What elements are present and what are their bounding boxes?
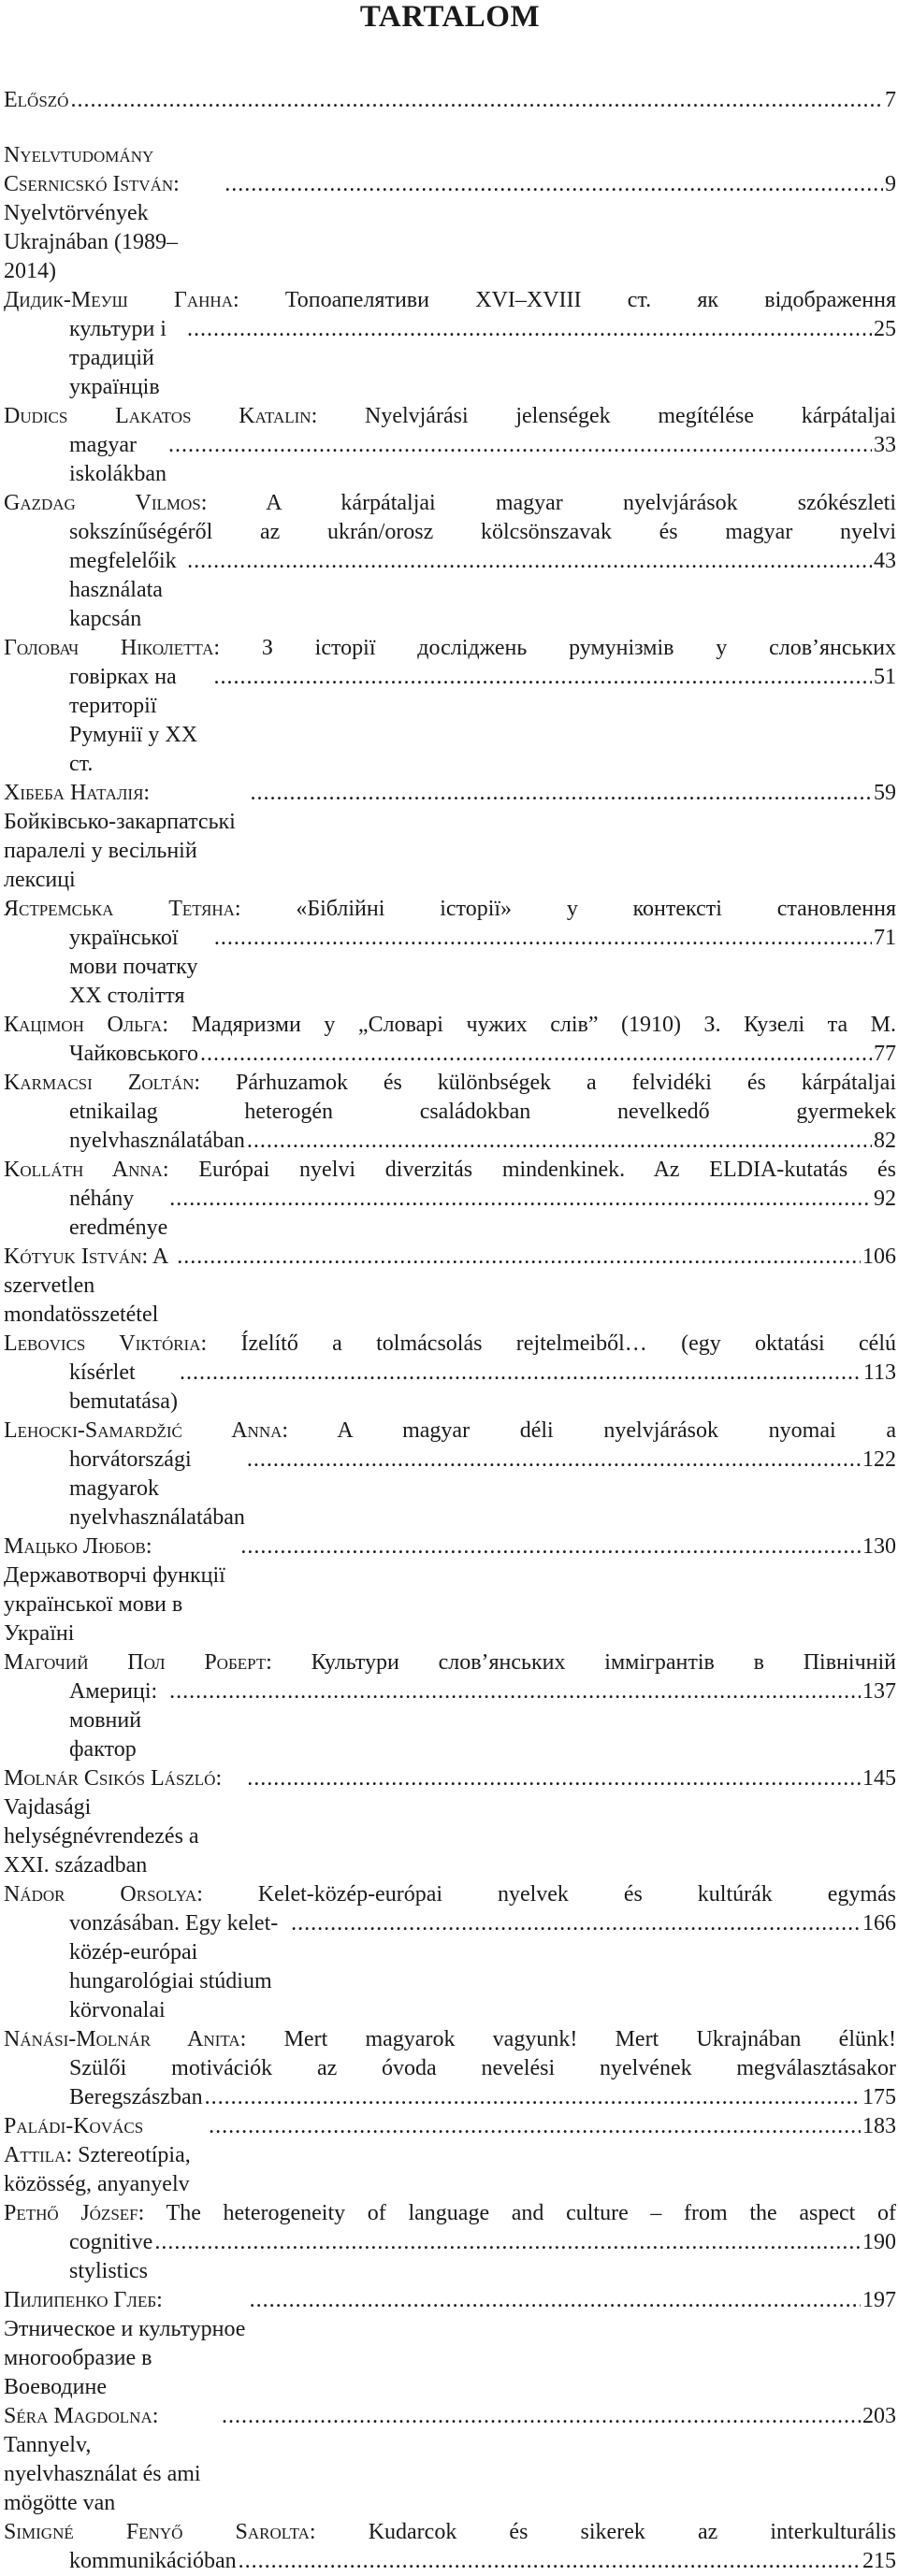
entry-author: Дидик-Меуш Ганна — [4, 288, 233, 312]
toc-entry-line — [4, 1359, 896, 1417]
entry-text — [69, 924, 212, 1011]
toc-entry-line — [4, 924, 896, 1011]
toc-entry-line — [4, 1909, 896, 2025]
dot-leader — [214, 924, 872, 953]
entry-text — [69, 1040, 198, 1069]
entry-text: Molnár Csikós László: Vajdasági helységnévrendezés a XXI. században — [4, 1766, 223, 1878]
toc-entry[interactable] — [4, 895, 896, 1011]
toc-entry-line — [4, 2286, 896, 2402]
dot-leader — [240, 1533, 861, 1561]
entry-text: Дидик-Меуш Ганна: Топоапелятиви XVI–XVIII ст. як відображення — [4, 288, 897, 312]
toc-entry-line — [4, 1330, 896, 1359]
dot-leader — [169, 1185, 872, 1214]
dot-leader — [251, 779, 872, 808]
entry-title: vonzásában. Egy kelet-közép-európai hungarológiai stúdium körvonalai — [69, 1911, 279, 2022]
toc-entry-line — [4, 170, 896, 286]
entry-author: Kótyuk István — [4, 1245, 142, 1269]
entry-text: Кацімон Ольга: Мадяризми у „Словарі чужих слів” (1910) З. Кузелі та М. — [4, 1013, 897, 1037]
entry-title: Nyelvtörvények Ukrajnában (1989–2014) — [4, 201, 178, 283]
toc-entry-line — [4, 1677, 896, 1764]
toc-entry[interactable] — [4, 1533, 896, 1648]
dot-leader — [154, 2228, 861, 2257]
page-number: 59 — [874, 781, 896, 805]
entry-author: Nánási-Molnár Anita — [4, 2027, 240, 2051]
entry-text: Karmacsi Zoltán: Párhuzamok és különbségek a felvidéki és kárpátaljai — [4, 1071, 896, 1095]
entry-title: Этническое и культурное многообразие в Воеводине — [4, 2317, 246, 2399]
entry-text — [69, 1127, 245, 1156]
entry-title: Európai nyelvi diverzitás mindenkinek. Az ELDIA-kutatás és — [198, 1158, 896, 1182]
toc-entry-line — [4, 2228, 896, 2286]
dot-leader — [187, 547, 872, 576]
page-number: 190 — [862, 2230, 896, 2254]
page-number: 145 — [862, 1766, 896, 1791]
toc-entry-line — [4, 1098, 896, 1127]
page-number: 7 — [885, 88, 896, 112]
toc-entry-line — [4, 489, 896, 518]
toc-entry-line — [4, 895, 896, 924]
toc-entry-line — [4, 663, 896, 779]
table-of-contents — [4, 86, 896, 2576]
entry-title: Чайковського — [69, 1042, 199, 1066]
spacer — [4, 34, 896, 86]
dot-leader — [250, 2286, 861, 2315]
entry-title: Ízelítő a tolmácsolás rejtelmeiből… (egy oktatási célú — [240, 1331, 897, 1356]
entry-title: etnikailag heterogén családokban nevelkedő gyermekek — [69, 1100, 896, 1124]
entry-text: Séra Magdolna: Tannyelv, nyelvhasználat és ami mögötte van — [4, 2404, 201, 2515]
entry-title: Kelet-közép-európai nyelvek és kultúrák egymás — [257, 1882, 896, 1907]
entry-author: Lehocki-Samardžić Anna — [4, 1418, 282, 1443]
entry-text: Nánási-Molnár Anita: Mert magyarok vagyunk! Mert Ukrajnában élünk! — [4, 2027, 896, 2051]
toc-foreword[interactable] — [4, 86, 896, 115]
entry-text: Пилипенко Глеб: Этническое и культурное многообразие в Воеводине — [4, 2288, 246, 2399]
entry-title: говірках на території Румунії у ХХ ст. — [69, 665, 198, 776]
entry-title: Tannyelv, nyelvhasználat és ami mögötte van — [4, 2433, 201, 2515]
page-number: 9 — [885, 172, 896, 196]
entry-text — [69, 1185, 167, 1243]
entry-title: Kudarcok és sikerek az interkulturális — [368, 2520, 897, 2544]
dot-leader — [214, 663, 872, 692]
toc-entry[interactable] — [4, 1417, 896, 1533]
toc-entry[interactable] — [4, 2199, 896, 2286]
toc-entry-line — [4, 2054, 896, 2083]
toc-entry-line — [4, 1417, 896, 1446]
entry-text — [69, 663, 212, 779]
dot-leader — [200, 1040, 872, 1069]
page-number: 122 — [862, 1447, 896, 1472]
entry-title: néhány eredménye — [69, 1187, 168, 1240]
entry-text: Dudics Lakatos Katalin: Nyelvjárási jelenségek megítélése kárpátaljai — [4, 404, 896, 428]
toc-entry-line — [4, 1446, 896, 1533]
toc-entries — [4, 170, 896, 2576]
entry-text: Gazdag Vilmos: A kárpátaljai magyar nyelvjárások szókészleti — [4, 491, 897, 515]
entry-title: horvátországi magyarok nyelvhasználatában — [69, 1447, 245, 1530]
toc-entry-line — [4, 1533, 896, 1648]
dot-leader — [169, 1677, 861, 1706]
toc-entry-line — [4, 286, 896, 315]
entry-title: Культури слов’янських іммігрантів в Північній — [311, 1650, 896, 1675]
entry-title: The heterogeneity of language and culture – from the aspect of — [166, 2201, 897, 2225]
toc-entry-line — [4, 2199, 896, 2228]
toc-entry[interactable] — [4, 1330, 896, 1417]
entry-title: Vajdasági helységnévrendezés a XXI. században — [4, 1795, 199, 1878]
entry-title: magyar iskolákban — [69, 433, 167, 486]
entry-text: Ястремська Тетяна: «Біблійні історії» у контексті становлення — [4, 897, 896, 921]
toc-entry-line — [4, 634, 896, 663]
page-number: 82 — [874, 1129, 896, 1153]
dot-leader — [224, 170, 883, 199]
entry-text: Мацько Любов: Державотворчі функції української мови в Україні — [4, 1534, 225, 1646]
entry-title: Топоапелятиви XVI–XVIII ст. як відображення — [284, 288, 897, 312]
entry-title: «Біблійні історії» у контексті становлення — [296, 897, 896, 921]
toc-entry-line — [4, 2402, 896, 2518]
entry-text: Kolláth Anna: Európai nyelvi diverzitás mindenkinek. Az ELDIA-kutatás és — [4, 1158, 896, 1182]
toc-entry-line — [4, 1764, 896, 1880]
toc-entry-line — [4, 315, 896, 402]
page-title: TARTALOM — [359, 0, 541, 34]
entry-author: Simigné Fenyő Sarolta — [4, 2520, 310, 2544]
entry-text — [69, 2228, 152, 2286]
entry-author: Головач Ніколетта — [4, 636, 214, 660]
toc-entry[interactable] — [4, 779, 896, 895]
dot-leader — [247, 1127, 872, 1156]
toc-entry-line — [4, 1185, 896, 1243]
page-number: 43 — [874, 549, 896, 573]
entry-title: Párhuzamok és különbségek a felvidéki és kárpátaljai — [236, 1071, 896, 1095]
entry-title: Бойківсько-закарпатські паралелі у весільній лексиці — [4, 810, 236, 892]
page-number: 113 — [862, 1360, 896, 1385]
entry-text: Lehocki-Samardžić Anna: A magyar déli nyelvjárások nyomai a — [4, 1418, 896, 1443]
toc-entry-line — [4, 518, 896, 547]
dot-leader — [70, 86, 883, 115]
entry-text — [69, 547, 185, 634]
entry-text — [69, 1677, 167, 1764]
entry-title: культури і традицій українців — [69, 317, 167, 399]
toc-entry-line — [4, 2518, 896, 2547]
toc-entry[interactable] — [4, 2286, 896, 2402]
page-number: 33 — [874, 433, 896, 457]
toc-entry[interactable] — [4, 1764, 896, 1880]
entry-author: Karmacsi Zoltán — [4, 1071, 195, 1095]
entry-text — [69, 2083, 203, 2112]
entry-text — [69, 1359, 178, 1417]
entry-author: Ястремська Тетяна — [4, 897, 235, 921]
toc-entry[interactable] — [4, 1069, 896, 1156]
dot-leader — [209, 2112, 861, 2141]
toc-entry-line — [4, 547, 896, 634]
entry-title: megfelelőik használata kapcsán — [69, 549, 177, 631]
toc-entry[interactable] — [4, 402, 896, 489]
toc-entry-line — [4, 1011, 896, 1040]
entry-title: української мови початку ХХ століття — [69, 926, 198, 1008]
entry-title: Beregszászban — [69, 2085, 203, 2109]
entry-title: Державотворчі функції української мови в Україні — [4, 1563, 225, 1646]
entry-title: Америці: мовний фактор — [69, 1679, 158, 1762]
toc-entry-line — [4, 1069, 896, 1098]
entry-author: Хібеба Наталія — [4, 781, 144, 805]
page-number: 215 — [862, 2549, 896, 2573]
entry-author: Пилипенко Глеб — [4, 2288, 157, 2312]
entry-text — [69, 2054, 896, 2083]
entry-author: Pethő József — [4, 2201, 138, 2225]
toc-entry[interactable] — [4, 170, 896, 286]
dot-leader — [222, 2402, 861, 2431]
entry-author: Dudics Lakatos Katalin — [4, 404, 311, 428]
toc-entry-line — [4, 1127, 896, 1156]
toc-entry-line — [4, 2547, 896, 2576]
toc-entry[interactable] — [4, 2112, 896, 2199]
page-number: 25 — [874, 317, 896, 341]
toc-entry[interactable] — [4, 1648, 896, 1764]
toc-entry[interactable] — [4, 2518, 896, 2576]
entry-author: Molnár Csikós László — [4, 1766, 216, 1791]
page-number: 203 — [862, 2404, 896, 2428]
toc-entry[interactable] — [4, 286, 896, 402]
entry-title: З історії досліджень румунізмів у слов’янських — [261, 636, 897, 660]
entry-title: A kárpátaljai magyar nyelvjárások szókészleti — [266, 491, 897, 515]
entry-title: Sztereotípia, közösség, anyanyelv — [4, 2143, 191, 2196]
entry-text: Simigné Fenyő Sarolta: Kudarcok és sikerek az interkulturális — [4, 2520, 897, 2544]
toc-entry[interactable] — [4, 1156, 896, 1243]
toc-entry[interactable] — [4, 2402, 896, 2518]
toc-entry[interactable] — [4, 1880, 896, 2025]
toc-entry[interactable] — [4, 634, 896, 779]
spacer — [4, 115, 896, 141]
dot-leader — [247, 1446, 861, 1475]
entry-title: cognitive stylistics — [69, 2230, 153, 2283]
entry-text — [69, 518, 896, 547]
entry-author: Csernicskó István — [4, 172, 174, 196]
entry-title: kísérlet bemutatása) — [69, 1360, 178, 1414]
entry-text — [69, 2547, 237, 2576]
entry-text: Хібеба Наталія: Бойківсько-закарпатські паралелі у весільній лексиці — [4, 781, 236, 892]
page-number: 130 — [862, 1534, 896, 1559]
entry-text: Paládi-Kovács Attila: Sztereotípia, közösség, anyanyelv — [4, 2114, 191, 2196]
dot-leader — [177, 1243, 861, 1272]
entry-text: Магочий Пол Роберт: Культури слов’янських іммігрантів в Північній — [4, 1650, 896, 1675]
entry-text: Csernicskó István: Nyelvtörvények Ukrajnában (1989–2014) — [4, 172, 180, 283]
toc-entry[interactable] — [4, 1011, 896, 1069]
entry-title: Nyelvjárási jelenségek megítélése kárpátaljai — [364, 404, 896, 428]
dot-leader — [291, 1909, 861, 1938]
page-number: 106 — [862, 1245, 896, 1269]
page-number: 92 — [874, 1187, 896, 1211]
toc-entry-line — [4, 1880, 896, 1909]
entry-text — [69, 1909, 289, 2025]
entry-author: Кацімон Ольга — [4, 1013, 163, 1037]
dot-leader — [187, 315, 872, 344]
dot-leader — [239, 2547, 861, 2576]
toc-entry[interactable] — [4, 489, 896, 634]
toc-entry-line — [4, 1648, 896, 1677]
entry-author: Мацько Любов — [4, 1534, 146, 1559]
page-number: 137 — [862, 1679, 896, 1704]
toc-entry-line — [4, 402, 896, 431]
entry-text — [69, 431, 167, 489]
toc-entry-line — [4, 1156, 896, 1185]
entry-author: Kolláth Anna — [4, 1158, 163, 1182]
entry-title: Szülői motivációk az óvoda nevelési nyelvének megválasztásakor — [69, 2056, 896, 2080]
entry-text — [69, 1098, 896, 1127]
section-heading: Nyelvtudomány — [4, 143, 154, 167]
toc-entry-line — [4, 779, 896, 895]
entry-title: kommunikációban — [69, 2549, 237, 2573]
entry-author: Gazdag Vilmos — [4, 491, 201, 515]
dot-leader — [205, 2083, 861, 2112]
entry-title: sokszínűségéről az ukrán/orosz kölcsönszavak és magyar nyelvi — [69, 520, 896, 544]
foreword-label: Előszó — [4, 88, 69, 112]
entry-author: Paládi-Kovács Attila — [4, 2114, 144, 2167]
page-number: 51 — [874, 665, 896, 689]
toc-entry-line — [4, 431, 896, 489]
entry-author: Lebovics Viktória — [4, 1331, 201, 1356]
page-number: 166 — [862, 1911, 896, 1936]
entry-text — [69, 315, 185, 402]
toc-entry-line — [4, 2025, 896, 2054]
entry-title: nyelvhasználatában — [69, 1129, 245, 1153]
toc-entry-line — [4, 2112, 896, 2199]
entry-title: A szervetlen mondatösszetétel — [4, 1245, 167, 1327]
page-number: 197 — [862, 2288, 896, 2312]
entry-author: Nádor Orsolya — [4, 1882, 197, 1907]
toc-entry[interactable] — [4, 2025, 896, 2112]
page-number: 71 — [874, 926, 896, 950]
entry-title: Мадяризми у „Словарі чужих слів” (1910) З. Кузелі та М. — [191, 1013, 897, 1037]
page-number: 77 — [874, 1042, 896, 1066]
entry-author: Магочий Пол Роберт — [4, 1650, 267, 1675]
entry-title: Mert magyarok vagyunk! Mert Ukrajnában élünk! — [283, 2027, 896, 2051]
page-number: 183 — [862, 2114, 896, 2138]
dot-leader — [168, 431, 872, 460]
entry-text: Kótyuk István: A szervetlen mondatösszetétel — [4, 1245, 167, 1327]
entry-text: Pethő József: The heterogeneity of language and culture – from the aspect of — [4, 2201, 897, 2225]
entry-text: Головач Ніколетта: З історії досліджень румунізмів у слов’янських — [4, 636, 897, 660]
toc-entry-line — [4, 1243, 896, 1330]
dot-leader — [180, 1359, 862, 1388]
entry-text — [69, 1446, 245, 1533]
entry-text: Nádor Orsolya: Kelet-közép-európai nyelvek és kultúrák egymás — [4, 1882, 896, 1907]
entry-title: A magyar déli nyelvjárások nyomai a — [337, 1418, 896, 1443]
dot-leader — [247, 1764, 861, 1793]
entry-author: Séra Magdolna — [4, 2404, 152, 2428]
toc-entry-line — [4, 1040, 896, 1069]
toc-entry-line — [4, 2083, 896, 2112]
page-number: 175 — [862, 2085, 896, 2109]
entry-text: Lebovics Viktória: Ízelítő a tolmácsolás rejtelmeiből… (egy oktatási célú — [4, 1331, 897, 1356]
toc-entry[interactable] — [4, 1243, 896, 1330]
